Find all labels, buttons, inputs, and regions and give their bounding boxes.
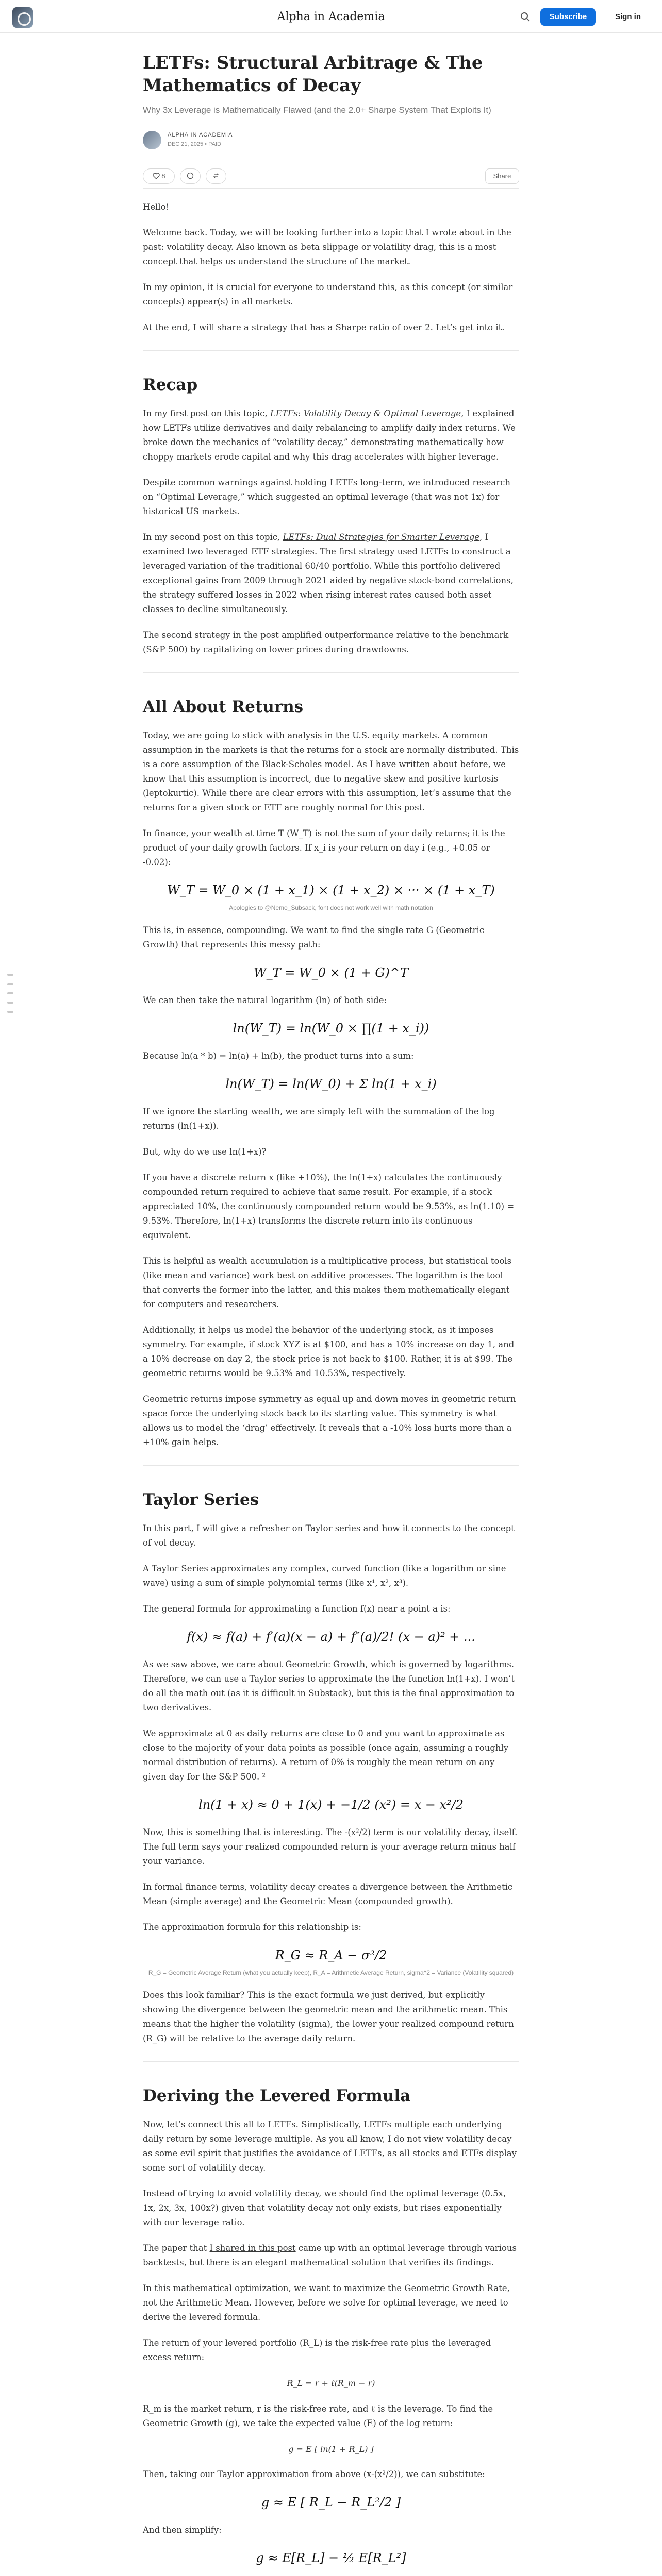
taylor-paragraph: Now, this is something that is interesting. The -(x²/2) term is our volatility decay, itself. The full term says your realized compounded return is your average return minus half your variance. [143, 1827, 518, 1866]
returns-paragraph: But, why do we use ln(1+x)? [143, 1147, 267, 1157]
taylor-paragraph: A Taylor Series approximates any complex, curved function (like a logarithm or sine wave) using a sum of simple polynomial terms (like x¹, x², x³). [143, 1564, 506, 1588]
returns-paragraph: We can then take the natural logarithm (ln) of both side: [143, 995, 387, 1005]
equation-geometric-growth: W_T = W_0 × (1 + G)^T [254, 965, 408, 980]
post-date: DEC 21, 2025 • PAID [168, 141, 221, 147]
levered-paragraph: The return of your levered portfolio (R_L) is the risk-free rate plus the leveraged excess return: [143, 2338, 491, 2362]
comment-icon [187, 172, 194, 179]
search-icon[interactable] [520, 11, 531, 23]
sign-in-button[interactable]: Sign in [615, 12, 641, 21]
byline [143, 130, 519, 152]
equation-log-sum: ln(W_T) = ln(W_0) + Σ ln(1 + x_i) [225, 1077, 437, 1091]
equation-substitution: g ≈ E [ R_L − R_L²/2 ] [261, 2495, 401, 2510]
text-span: The paper that [143, 2243, 210, 2253]
intro-paragraph: Hello! [143, 202, 170, 212]
equation-levered-return: R_L = r + ℓ(R_m − r) [287, 2378, 375, 2388]
levered-paragraph: In this mathematical optimization, we want to maximize the Geometric Growth Rate, not the Arithmetic Mean. However, before we solve for optimal leverage, we need to derive the levered formula. [143, 2283, 510, 2322]
equation-log-product: ln(W_T) = ln(W_0 × ∏(1 + x_i)) [233, 1021, 429, 1036]
returns-paragraph: If we ignore the starting wealth, we are simply left with the summation of the log returns (ln(1+x)). [143, 1107, 495, 1131]
intro-paragraph: Welcome back. Today, we will be looking further into a topic that I wrote about in the past: volatility decay. Also known as beta slippage or volatility drag, this is a most concept that helps us understand the structure of the market. [143, 228, 511, 266]
post-actions [143, 164, 519, 189]
nav-dot[interactable] [7, 992, 13, 994]
recap-paragraph [143, 530, 519, 617]
link-second-post[interactable]: LETFs: Dual Strategies for Smarter Leverage [283, 532, 480, 542]
equation-wealth-product: W_T = W_0 × (1 + x_1) × (1 + x_2) × ··· × (1 + x_T) [167, 883, 495, 897]
levered-paragraph: And then simplify: [143, 2525, 222, 2535]
returns-paragraph: In finance, your wealth at time T (W_T) is not the sum of your daily returns; it is the product of your daily growth factors. If x_i is your return on day i (e.g., +0.05 or -0.02): [143, 828, 505, 867]
section-heading-recap: Recap [143, 376, 198, 394]
text-span: In my second post on this topic, [143, 532, 283, 542]
link-first-post[interactable]: LETFs: Volatility Decay & Optimal Leverage [270, 409, 461, 418]
top-bar [0, 0, 662, 33]
taylor-paragraph: In this part, I will give a refresher on Taylor series and how it connects to the concept of vol decay. [143, 1523, 515, 1548]
post-title: LETFs: Structural Arbitrage & The Mathematics of Decay [143, 53, 483, 96]
text-span: came up with an optimal leverage through various backtests, but there is an elegant mathematical solution that verifies its findings. [143, 2243, 517, 2267]
equation-simplified: g ≈ E[R_L] − ½ E[R_L²] [256, 2551, 406, 2565]
text-span: , I explained how LETFs utilize derivatives and daily rebalancing to amplify daily index returns. We broke down the mechanics of “volatility decay,” demonstrating mathematically how choppy markets erode capital and why this drag accelerates with higher leverage. [143, 409, 516, 462]
floating-nav[interactable] [7, 974, 13, 1020]
nav-dot[interactable] [7, 1002, 13, 1004]
like-button[interactable] [143, 168, 175, 184]
article [143, 52, 519, 2576]
levered-paragraph: Then, taking our Taylor approximation from above (x-(x²/2)), we can substitute: [143, 2469, 485, 2479]
returns-paragraph: Because ln(a * b) = ln(a) + ln(b), the product turns into a sum: [143, 1051, 414, 1061]
taylor-paragraph: We approximate at 0 as daily returns are close to 0 and you want to approximate as close to the majority of your data points as possible (once again, assuming a roughly normal distribution of returns). A return of 0% is roughly the mean return on any given day for the S&P 500. ² [143, 1728, 509, 1782]
intro-paragraph: At the end, I will share a strategy that has a Sharpe ratio of over 2. Let’s get into it. [143, 323, 505, 332]
returns-paragraph: If you have a discrete return x (like +10%), the ln(1+x) calculates the continuously compounded return required to achieve that same result. For example, if a stock appreciated 10%, the continuously compounded return would be 9.53%, as ln(1.10) = 9.53%. Therefore, ln(1+x) transforms the discrete return into its continuous equivalent. [143, 1173, 515, 1240]
equation-taylor-log: ln(1 + x) ≈ 0 + 1(x) + −1/2 (x²) = x − x²/2 [198, 1798, 464, 1812]
heart-icon [153, 173, 160, 179]
section-divider [143, 672, 519, 673]
section-divider [143, 2061, 519, 2062]
nav-dot[interactable] [7, 974, 13, 976]
levered-paragraph: Instead of trying to avoid volatility decay, we should find the optimal leverage (0.5x, 1x, 2x, 3x, 100x?) given that volatility decay not only exists, but rises exponentially with our leverage ratio. [143, 2189, 506, 2227]
taylor-paragraph: As we saw above, we care about Geometric Growth, which is governed by logarithms. Therefore, we can use a Taylor series to approximate the the function ln(1+x). I won’t do all the math out (as it is difficult in Substack), but this is the final approximation to two derivatives. [143, 1659, 515, 1713]
subscribe-button[interactable]: Subscribe [540, 8, 596, 26]
equation-expected-log: g = E [ ln(1 + R_L) ] [288, 2444, 374, 2454]
site-title[interactable]: Alpha in Academia [277, 10, 385, 23]
returns-paragraph: This is, in essence, compounding. We want to find the single rate G (Geometric Growth) that represents this messy path: [143, 925, 485, 950]
equation-caption: Apologies to @Nemo_Subsack, font does not work well with math notation [229, 904, 433, 911]
like-count: 8 [161, 172, 166, 180]
returns-paragraph: Geometric returns impose symmetry as equal up and down moves in geometric return space force the underlying stock back to its starting value. This symmetry is what allows us to model the ‘drag’ effectively. It reveals that a -10% loss hurts more than a +10% gain helps. [143, 1394, 516, 1447]
section-heading-returns: All About Returns [143, 698, 304, 716]
returns-paragraph: This is helpful as wealth accumulation is a multiplicative process, but statistical tools (like mean and variance) work best on additive processes. The logarithm is the tool that converts the former into the latter, and this makes them mathematically elegant for computers and researchers. [143, 1256, 512, 1309]
recap-paragraph: The second strategy in the post amplified outperformance relative to the benchmark (S&P 500) by capitalizing on lower prices during drawdowns. [143, 630, 509, 654]
nav-dot[interactable] [7, 1011, 13, 1013]
comment-button[interactable] [180, 168, 201, 184]
equation-geometric-arithmetic: R_G ≈ R_A − σ²/2 [275, 1948, 387, 1962]
taylor-paragraph: In formal finance terms, volatility decay creates a divergence between the Arithmetic Mean (simple average) and the Geometric Mean (compounded growth). [143, 1882, 513, 1906]
link-shared-post[interactable]: I shared in this post [209, 2243, 296, 2253]
levered-paragraph: R_m is the market return, r is the risk-free rate, and ℓ is the leverage. To find the Geometric Growth (g), we take the expected value (E) of the log return: [143, 2404, 493, 2428]
levered-paragraph: Now, let’s connect this all to LETFs. Simplistically, LETFs multiple each underlying daily return by some leverage multiple. As you all know, I do not view volatility decay as some evil spirit that justifies the avoidance of LETFs, as all stocks and ETFs display some sort of volatility decay. [143, 2120, 517, 2173]
restack-button[interactable] [206, 168, 226, 184]
recap-paragraph [143, 406, 519, 464]
equation-taylor-general: f(x) ≈ f(a) + f′(a)(x − a) + f″(a)/2! (x − a)² + ... [187, 1630, 475, 1644]
share-button[interactable]: Share [485, 168, 519, 184]
nav-dot[interactable] [7, 983, 13, 985]
section-divider [143, 1465, 519, 1466]
section-heading-taylor: Taylor Series [143, 1490, 259, 1509]
returns-paragraph: Additionally, it helps us model the behavior of the underlying stock, as it imposes symmetry. For example, if stock XYZ is at $100, and has a 10% increase on day 1, and a 10% decrease on day 2, the stock price is not back to $100. Rather, it is at $99. The geometric returns would be 9.53% and 10.53%, respectively. [143, 1325, 515, 1378]
restack-icon [212, 172, 220, 179]
taylor-paragraph: The approximation formula for this relationship is: [143, 1922, 361, 1932]
intro-paragraph: In my opinion, it is crucial for everyone to understand this, as this concept (or similar concepts) appear(s) in all markets. [143, 282, 513, 307]
section-heading-levered: Deriving the Levered Formula [143, 2087, 411, 2105]
recap-paragraph: Despite common warnings against holding LETFs long-term, we introduced research on “Optimal Leverage,” which suggested an optimal leverage (that was not 1x) for historical US markets. [143, 478, 510, 516]
returns-paragraph: Today, we are going to stick with analysis in the U.S. equity markets. A common assumption in the markets is that the returns for a stock are normally distributed. This is a core assumption of the Black-Scholes model. As I have written about before, we know that this assumption is incorrect, due to negative skew and positive kurtosis (leptokurtic). While there are clear errors with this assumption, let’s assume that the returns for a given stock or ETF are roughly normal for this post. [143, 731, 519, 812]
text-span: In my first post on this topic, [143, 409, 270, 418]
taylor-paragraph: The general formula for approximating a function f(x) near a point a is: [143, 1604, 451, 1614]
post-subtitle: Why 3x Leverage is Mathematically Flawed (and the 2.0+ Sharpe System That Exploits It) [143, 105, 491, 115]
equation-caption: R_G = Geometric Average Return (what you actually keep), R_A = Arithmetic Average Return, sigma^2 = Variance (Volatility squared) [148, 1969, 514, 1976]
section-divider [143, 350, 519, 351]
author-name[interactable]: ALPHA IN ACADEMIA [168, 132, 233, 138]
levered-paragraph [143, 2241, 519, 2270]
author-avatar[interactable] [143, 131, 161, 149]
text-span: , I examined two leveraged ETF strategies. The first strategy used LETFs to construct a leveraged variation of the traditional 60/40 portfolio. While this portfolio delivered exceptional gains from 2009 through 2021 aided by negative stock-bond correlations, the strategy suffered losses in 2022 when rising interest rates caused both asset classes to decline simultaneously. [143, 532, 514, 614]
taylor-paragraph: Does this look familiar? This is the exact formula we just derived, but explicitly showing the divergence between the geometric mean and the arithmetic mean. This means that the higher the volatility (sigma), the lower your realized compound return (R_G) will be relative to the average daily return. [143, 1990, 514, 2043]
